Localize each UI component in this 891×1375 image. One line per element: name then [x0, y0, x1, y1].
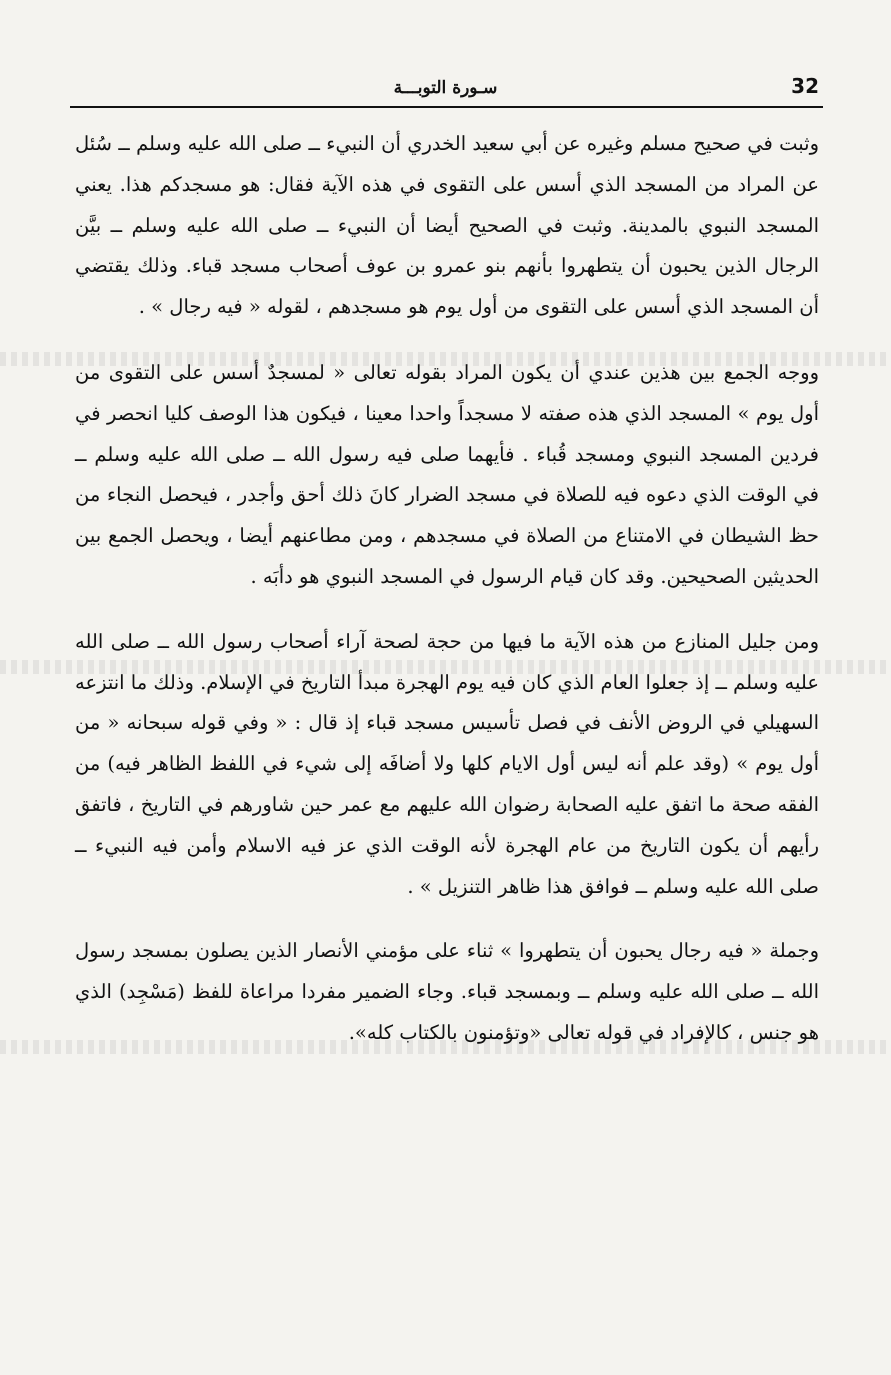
page-header: [70, 72, 821, 106]
paragraph-2: ووجه الجمع بين هذين عندي أن يكون المراد بقوله تعالى « لمسجدٌ أسس على التقوى من أول يوم » المسجد الذي هذه صفته لا مسجداً واحدا معينا ، فيكون هذا الوصف كليا انحصر في فردين المسجد النبوي ومسجد قُباء . فأيهما صلى فيه رسول الله ــ صلى الله عليه وسلم ــ في الوقت الذي دعوه فيه للصلاة في مسجد الضرار كانَ ذلك أحق وأجدر ، فيحصل النجاء من حظ الشيطان في الامتناع من الصلاة في مسجدهم ، ومن مطاعنهم أيضا ، ويحصل الجمع بين الحديثين الصحيحين. وقد كان قيام الرسول في المسجد النبوي هو دأبَه .: [75, 360, 819, 588]
paragraph-4: وجملة « فيه رجال يحبون أن يتطهروا » ثناء على مؤمني الأنصار الذين يصلون بمسجد رسول الله ــ صلى الله عليه وسلم ــ وبمسجد قباء. وجاء الضمير مفردا مراعاة للفظ (مَسْجِد) الذي هو جنس ، كالإفراد في قوله تعالى «وتؤمنون بالكتاب كله».: [75, 939, 819, 1044]
page-body: [75, 124, 819, 1054]
header-rule: [70, 106, 823, 108]
paragraph-1: وثبت في صحيح مسلم وغيره عن أبي سعيد الخدري أن النبيء ــ صلى الله عليه وسلم ــ سُئل عن المراد من المسجد الذي أسس على التقوى في هذه الآية فقال: هو مسجدكم هذا. يعني المسجد النبوي بالمدينة. وثبت في الصحيح أيضا أن النبيء ــ صلى الله عليه وسلم ــ بيَّن الرجال الذين يحبون أن يتطهروا بأنهم بنو عمرو بن عوف أصحاب مسجد قباء. وذلك يقتضي أن المسجد الذي أسس على التقوى من أول يوم هو مسجدهم ، لقوله « فيه رجال » .: [75, 132, 819, 319]
paragraph-3: ومن جليل المنازع من هذه الآية ما فيها من حجة لصحة آراء أصحاب رسول الله ــ صلى الله عليه وسلم ــ إذ جعلوا العام الذي كان فيه يوم الهجرة مبدأ التاريخ في الإسلام. وذلك ما انتزعه السهيلي في الروض الأنف في فصل تأسيس مسجد قباء إذ قال : « وفي قوله سبحانه « من أول يوم » (وقد علم أنه ليس أول الايام كلها ولا أضافَه إلى شيء في اللفظ الظاهر فيه) من الفقه صحة ما اتفق عليه الصحابة رضوان الله عليهم مع عمر حين شاورهم في التاريخ ، فاتفق رأيهم أن يكون التاريخ من عام الهجرة لأنه الوقت الذي عز فيه الاسلام وأمن فيه النبيء ــ صلى الله عليه وسلم ــ فوافق هذا ظاهر التنزيل » .: [75, 629, 819, 898]
running-title: سـورة التوبـــة: [393, 78, 498, 98]
page-number: 32: [791, 74, 819, 98]
